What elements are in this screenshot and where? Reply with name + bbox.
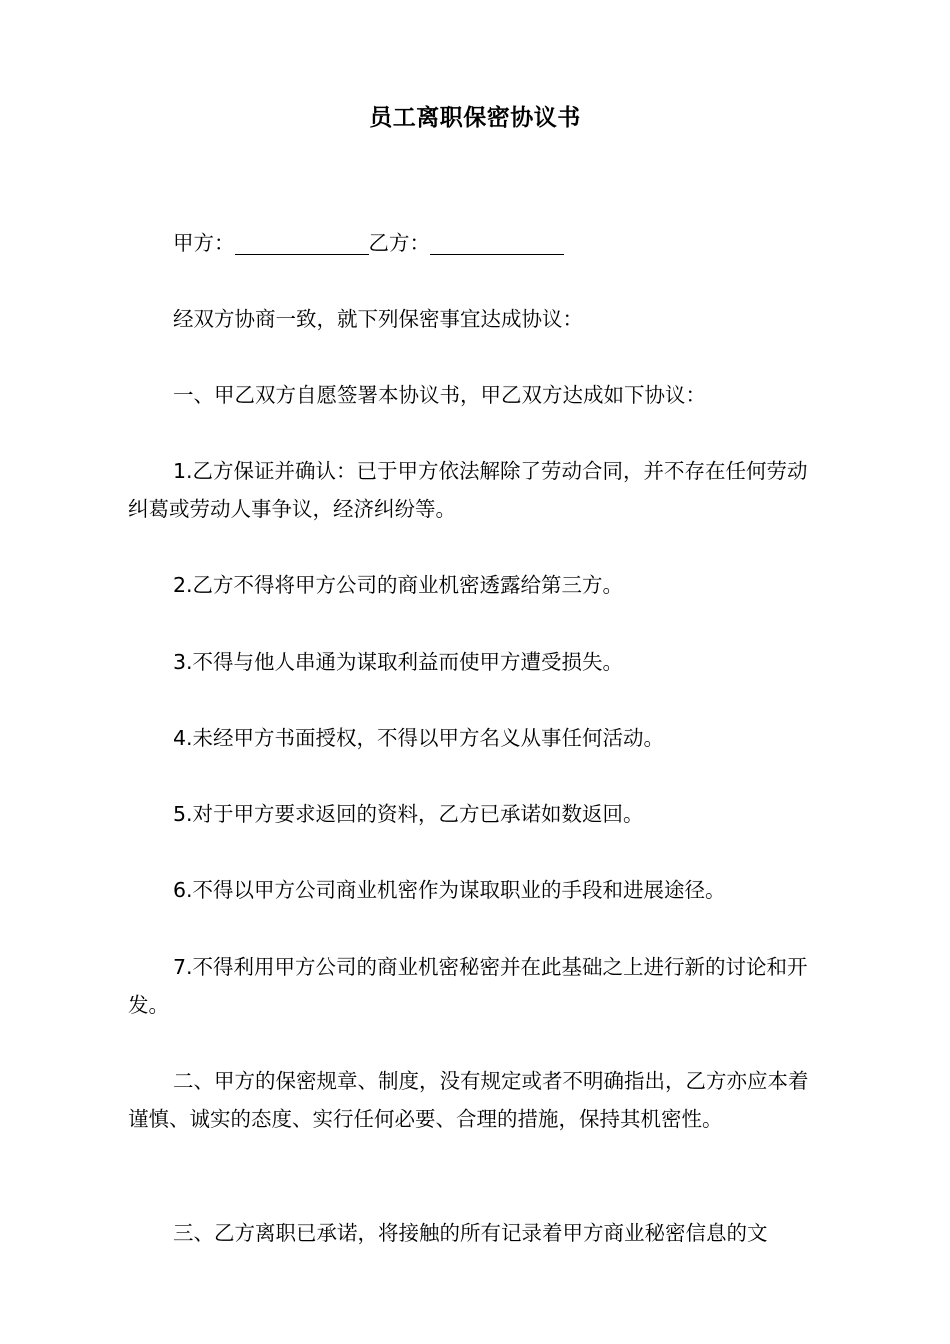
party-b-blank [430, 232, 564, 255]
item-7: 7.不得利用甲方公司的商业机密秘密并在此基础之上进行新的讨论和开发。 [128, 955, 808, 1017]
intro-paragraph: 经双方协商一致，就下列保密事宜达成协议： [173, 307, 583, 331]
party-a-blank [235, 232, 369, 255]
parties-line [128, 224, 828, 262]
item-5: 5.对于甲方要求返回的资料，乙方已承诺如数返回。 [173, 802, 644, 826]
document-title: 员工离职保密协议书 [369, 105, 581, 131]
section-2-paragraph: 二、甲方的保密规章、制度，没有规定或者不明确指出，乙方亦应本着谨慎、诚实的态度、实行任何必要、合理的措施，保持其机密性。 [128, 1069, 809, 1131]
item-1: 1.乙方保证并确认：已于甲方依法解除了劳动合同，并不存在任何劳动纠葛或劳动人事争议，经济纠纷等。 [128, 459, 808, 521]
party-b-label: 乙方： [368, 231, 430, 255]
section-1-heading: 一、甲乙双方自愿签署本协议书，甲乙双方达成如下协议： [173, 383, 706, 407]
party-a-label: 甲方： [173, 231, 235, 255]
section-3-paragraph: 三、乙方离职已承诺，将接触的所有记录着甲方商业秘密信息的文 [173, 1221, 768, 1245]
item-2: 2.乙方不得将甲方公司的商业机密透露给第三方。 [173, 573, 624, 597]
item-3: 3.不得与他人串通为谋取利益而使甲方遭受损失。 [173, 650, 624, 674]
item-6: 6.不得以甲方公司商业机密作为谋取职业的手段和进展途径。 [173, 878, 726, 902]
item-4: 4.未经甲方书面授权，不得以甲方名义从事任何活动。 [173, 726, 665, 750]
